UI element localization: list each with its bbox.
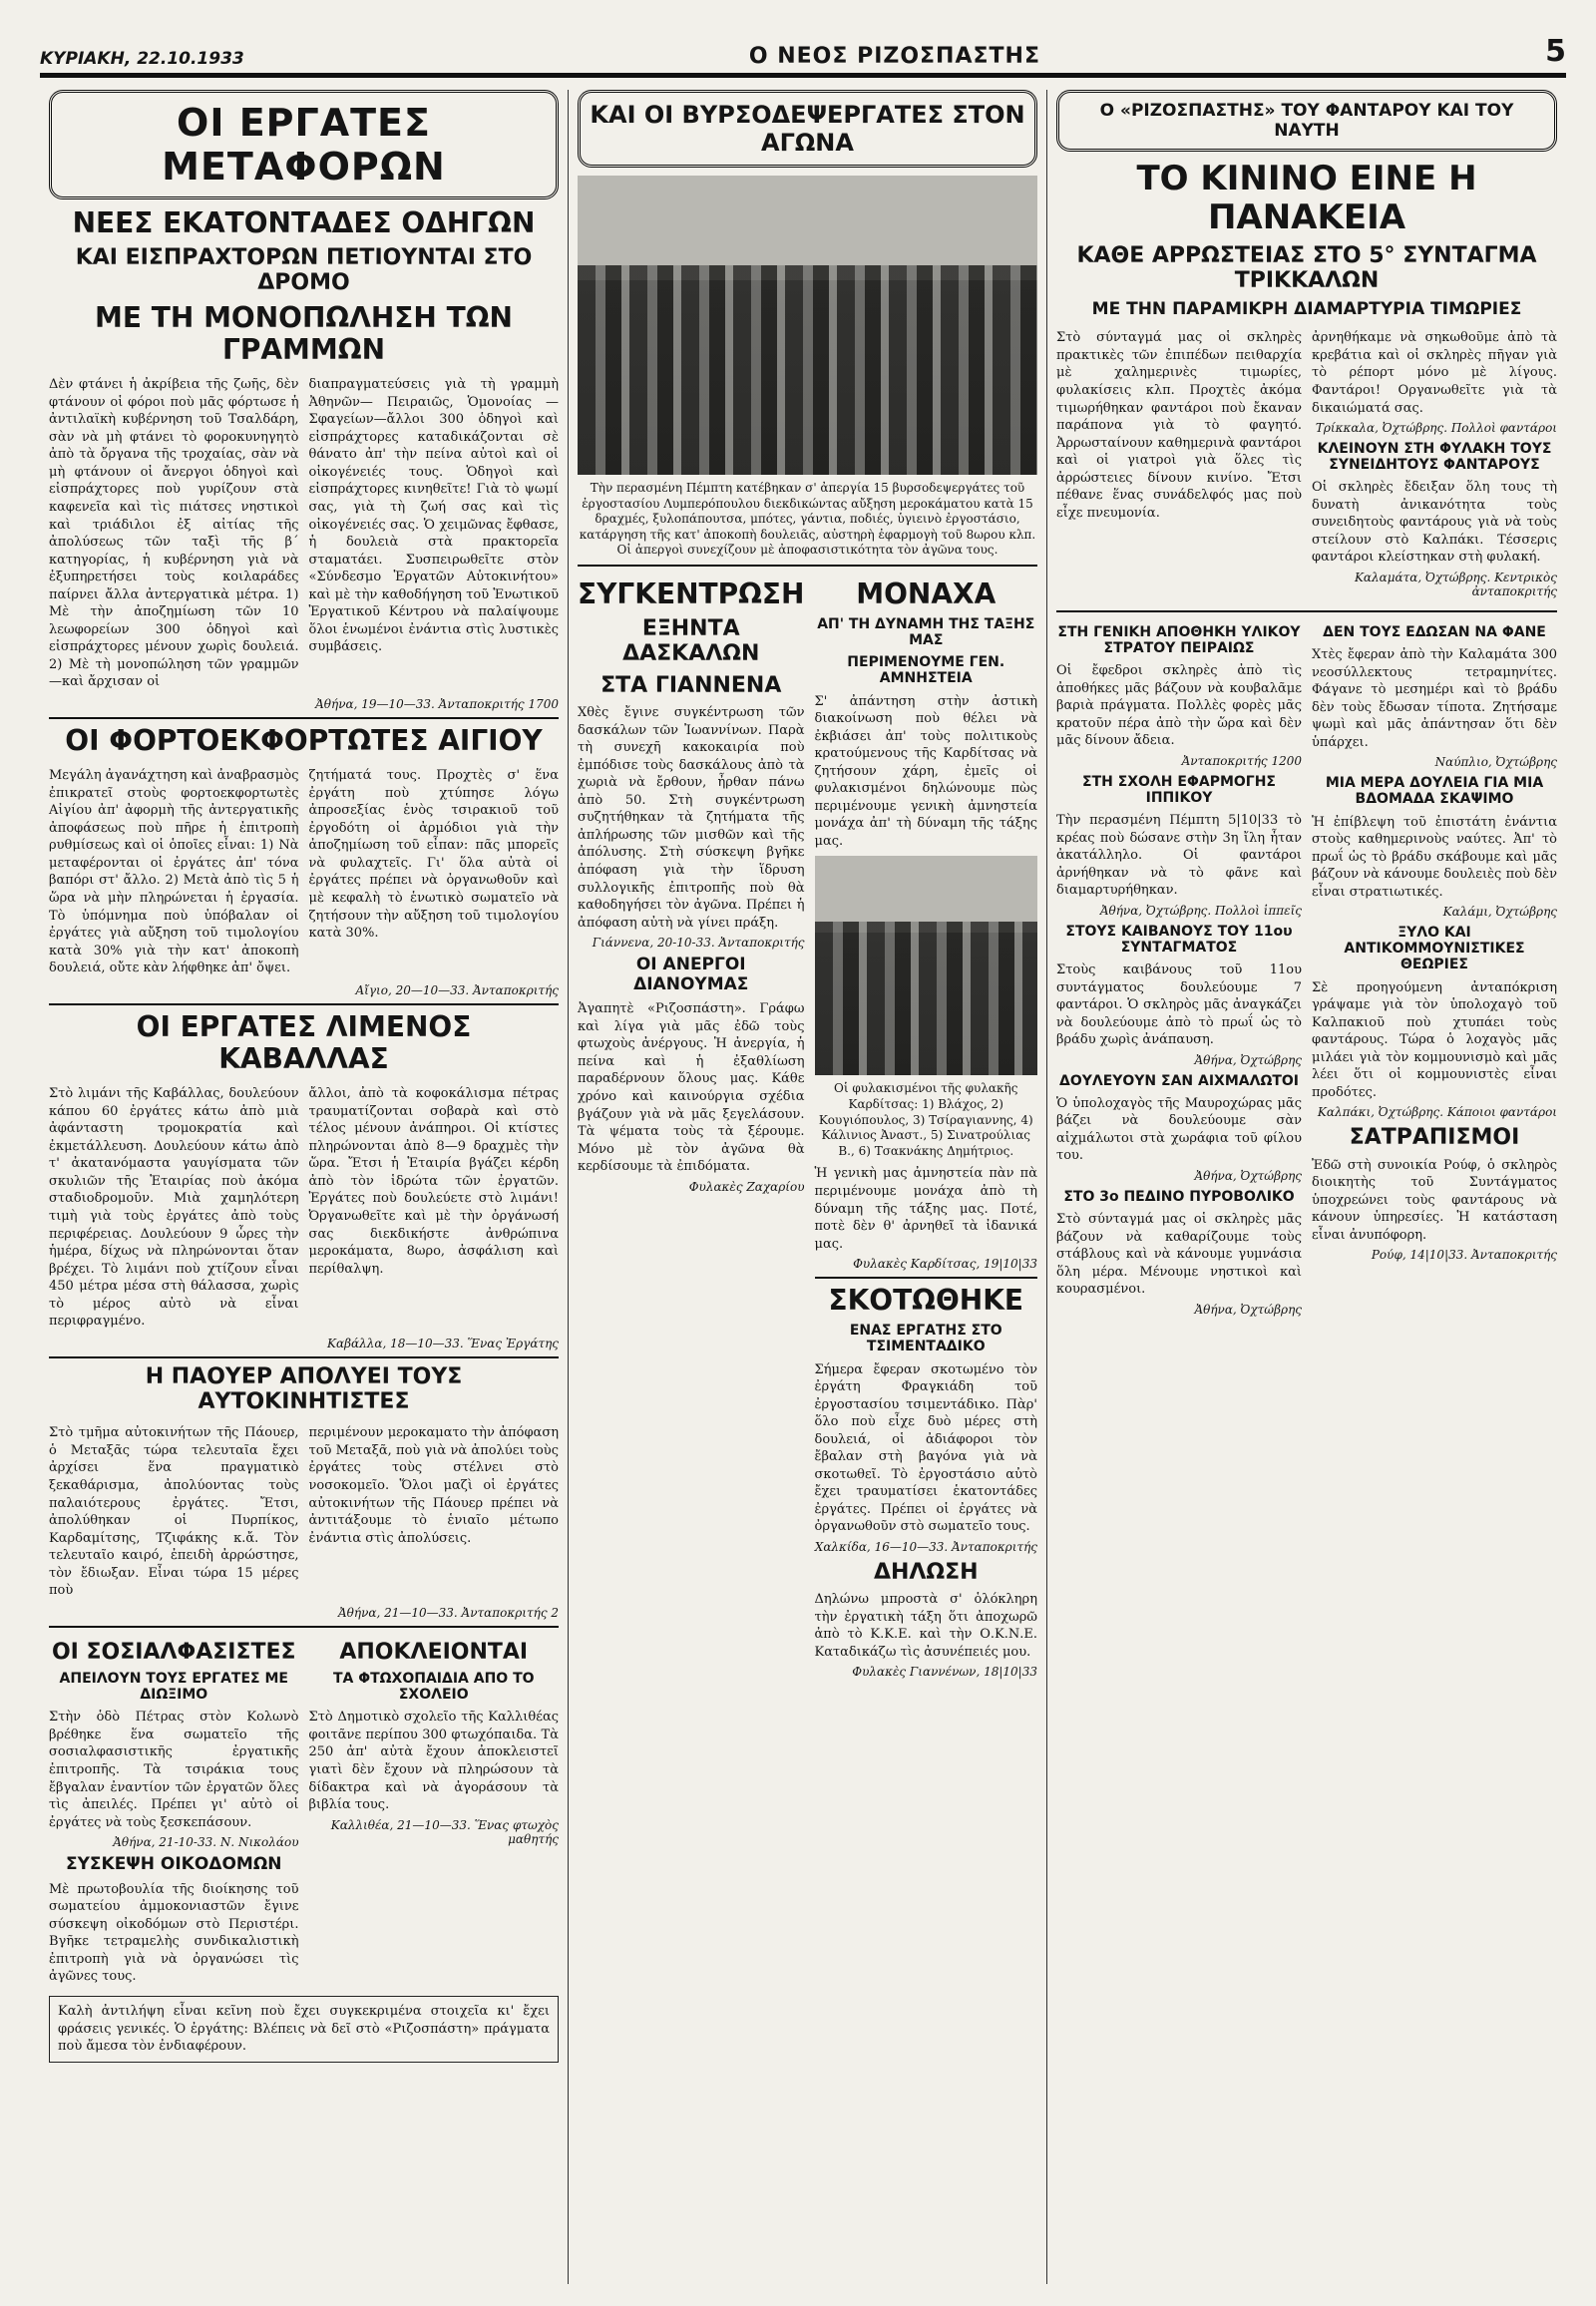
- headline-unemployed: ΟΙ ΑΝΕΡΓΟΙ ΔΙΑΝΟΥΜΑΣ: [633, 955, 749, 994]
- headline-artillery: ΣΤΟ 3ο ΠΕΔΙΝΟ ΠΥΡΟΒΟΛΙΚΟ: [1063, 1189, 1295, 1206]
- prisoners-photo-caption: Οἱ φυλακισμένοι τῆς φυλακῆς Καρδίτσας: 1) Βλάχος, 2) Κουγιόπουλος, 3) Τσίραγιαννης, 4) Κάλινιος Ἀναστ., 5) Σινατρούλιας Β., 6) Τσακνάκης Δημήτριος.: [818, 1081, 1033, 1158]
- headline-power: Η ΠΑΟΥΕΡ ΑΠΟΛΥΕΙ ΤΟΥΣ ΑΥΤΟΚΙΝΗΤΙΣΤΕΣ: [145, 1363, 463, 1415]
- article-amnesty-signature: Φυλακὲς Καρδίτσας, 19|10|33: [853, 1257, 1037, 1272]
- headline-captives: ΔΟΥΛΕΥΟΥΝ ΣΑΝ ΑΙΧΜΑΛΩΤΟΙ: [1058, 1072, 1300, 1089]
- article-aigio-left: Μεγάλη ἀγανάχτηση καὶ ἀναβρασμὸς ἐπικρατεῖ στοὺς φορτοεκφορτωτὲς Αἰγίου ἀπ' ἀφορμὴ τῆς ἀντεργατικῆς ἀποφάσεως ποὺ πῆρε ἡ ἐπιτροπὴ ρυθμίσεως καὶ οἱ ὁποῖες εἶναι: 1) Νὰ μεταφέρονται οἱ ἐργάτες ἀπ' τόνα βαπόρι στ' ἄλλο. 2) Μετὰ ἀπὸ τὶς 5 ἡ ὥρα νὰ μὴν πληρώνεται ἡ ἐργασία. Τὸ ὑπόμνημα ποὺ ὑπόβαλαν οἱ ἐργάτες γιὰ αὔξηση τοῦ τιμολογίου κατὰ 30% γιὰ τὴν κατ' ἀποκοπὴ δουλειά, οὔτε κὰν λήφθηκε ἀπ' ὄψει.: [49, 768, 299, 976]
- article-depot-signature: Ἀνταποκριτής 1200: [1181, 753, 1302, 768]
- article-unemployed-signature: Φυλακὲς Ζαχαρίου: [688, 1179, 805, 1194]
- article-kavala-left: Στὸ λιμάνι τῆς Καβάλλας, δουλεύουν κάπου 60 ἐργάτες κάτω ἀπὸ μιὰ ἀφάνταστη τρομοκρατία καὶ ἐκμετάλλευση. Δουλεύουν κάτω ἀπὸ τ' ἀκατανόμαστα γαυγίσματα τῶν σκυλιῶν τῆς Ἑταιρίας ποὺ ἀκόμα σταδιοδρομοῦν. Μιὰ χαμηλότερη τιμὴ γιὰ τοὺς ἐργάτες ἀπὸ τοὺς περιφέρειας. Δουλεύουν 9 ὧρες τὴν ἡμέρα, δίχως νὰ πληρώνονται ὅταν βρέχει. Τὸ λιμάνι ποὺ χτίζουν εἶναι 450 μέτρα μέσα στὴ θάλασσα, χωρὶς τὸ μέρος αὐτὸ νὰ εἶναι περιφραγμένο.: [49, 1086, 299, 1330]
- prisoners-photo: [815, 856, 1038, 1075]
- article-artillery-body: Στὸ σύνταγμά μας οἱ σκληρὲς μᾶς βάζουν νὰ καθαρίζουμε τοὺς στάβλους καὶ νὰ κάνουμε γυμνάσια ὅλη μέρα. Μένουμε νηστικοὶ καὶ κουρασμένοι.: [1056, 1212, 1302, 1298]
- article-drivers-left: Δὲν φτάνει ἡ ἀκρίβεια τῆς ζωῆς, δὲν φτάνουν οἱ φόροι ποὺ μᾶς φόρτωσε ἡ ἀντιλαϊκὴ κυβέρνηση τοῦ Τσαλδάρη, σὰν νὰ μὴ φτάνει τὸ φοροκυνηγητὸ ἀπὸ τὰ ὄργανα τῆς τροχαίας, σὰν νὰ μὴ φτάνουν οἱ ἄνεργοι ὁδηγοὶ καὶ εἰσπράχτορες ποὺ γυρίζουν στὰ καφενεῖα καὶ τὶς πιάτσες νηστικοὶ καὶ τριάδιλοι ἐξ αἰτίας τῆς ἀπολύσεως τῶν ταξὶ τῆς β΄ κατηγορίας, ἡ κυβέρνηση γιὰ νὰ ἐξυπηρετήσει τοὺς κοιλαράδες παίρνει ἄλλα ἀντεργατικὰ μέτρα. 1) Μὲ τὴν ἀποζημίωση τῶν 10 λεωφορείων 300 ὁδηγοὶ καὶ εἰσπράχτορες μένουν χωρὶς δουλειά. 2) Μὲ τὴ μονοπώληση τῶν γραμμῶν—καὶ ἄρχισαν οἱ: [49, 377, 299, 690]
- divider: [815, 1277, 1038, 1279]
- headline-quinine-1: ΤΟ ΚΙΝΙΝΟ ΕΙΝΕ Η ΠΑΝΑΚΕΙΑ: [1136, 159, 1477, 238]
- article-drivers-signature: Ἀθήνα, 19—10—33. Ἀνταποκριτής 1700: [315, 697, 559, 711]
- article-drivers: [49, 372, 559, 695]
- article-aigio-signature: Αἴγιο, 20—10—33. Ἀνταποκριτής: [355, 982, 559, 997]
- article-killed-signature: Χαλκίδα, 16—10—33. Ἀνταποκριτής: [814, 1540, 1037, 1554]
- headline-declaration: ΔΗΛΩΣΗ: [873, 1560, 979, 1585]
- headline-depot: ΣΤΗ ΓΕΝΙΚΗ ΑΠΟΘΗΚΗ ΥΛΙΚΟΥ ΣΤΡΑΤΟΥ ΠΕΙΡΑΙΩΣ: [1057, 623, 1301, 657]
- headline-schoolkids-2: ΤΑ ΦΤΩΧΟΠΑΙΔΙΑ ΑΠΟ ΤΟ ΣΧΟΛΕΙΟ: [332, 1671, 535, 1704]
- headline-digging: ΜΙΑ ΜΕΡΑ ΔΟΥΛΕΙΑ ΓΙΑ ΜΙΑ ΒΔΟΜΑΔΑ ΣΚΑΨΙΜΟ: [1325, 775, 1544, 808]
- article-socialfascists-signature: Ἀθήνα, 21-10-33. Ν. Νικολάου: [113, 1835, 299, 1850]
- article-drivers-right: διαπραγματεύσεις γιὰ τὴ γραμμὴ Ἀθηνῶν— Πειραιῶς, Ὁμονοίας — Σφαγείων—ἄλλοι 300 ὁδηγοὶ καὶ εἰσπράχτορες καταδικάζονται σὲ θάνατο ἀπ' τὴν πείνα αὐτοὶ καὶ οἱ οἰκογένειές τους. Ὁδηγοὶ καὶ εἰσπράχτορες κινηθεῖτε! Γιὰ τὸ ψωμί σας, γιὰ τὴ ζωή σας καὶ τὶς οἰκογένειές σας. Ὁ χειμῶνας ἔφθασε, ἡ δουλειὰ στὰ πρακτορεῖα σταματάει. Συσπειρωθεῖτε στὸν «Σύνδεσμο Ἐργατῶν Αὐτοκινήτου» καὶ μὲ τὴν καθοδήγηση τοῦ Ἑνωτικοῦ Ἐργατικοῦ Κέντρου νὰ παλαίψουμε ὅλοι ἑνωμένοι ἐνάντια στὶς λυστικὲς συμβάσεις.: [308, 377, 559, 655]
- article-kavala-right: ἄλλοι, ἀπὸ τὰ κοφοκάλισμα πέτρας τραυματίζονται σοβαρὰ καὶ στὸ τέλος μένουν ἀνάπηροι. Οἱ κτίστες πληρώνονται ἀπὸ 8—9 δραχμὲς τὴν ὥρα. Ἔτσι ἡ Ἑταιρία βγάζει κέρδη ἀπὸ τὸν ἱδρώτα τῶν ἐργατῶν. Ἐργάτες ποὺ δουλεύετε στὸ λιμάνι! Ὀργανωθεῖτε καὶ μὲ τὴν ὀργάνωσή σας διεκδικήστε ἀνθρώπινα μεροκάματα, 8ωρο, ἀσφάλιση καὶ περίθαλψη.: [308, 1086, 559, 1277]
- bottom-row: [49, 1634, 559, 1990]
- divider: [578, 565, 1037, 567]
- article-aigio: [49, 763, 559, 981]
- article-unemployed-body: Ἀγαπητὲ «Ριζοσπάστη». Γράφω καὶ λίγα γιὰ μᾶς ἐδῶ τοὺς φτωχοὺς ἀνέργους. Ἡ ἀνεργία, ἡ πείνα καὶ ἡ ἐξαθλίωση παραδέρνουν ὅλους μας. Κάθε χρόνο καὶ καινούργια σχέδια βγάζουν γιὰ νὰ μᾶς ξεγελάσουν. Τὰ ψέματα τοὺς τὰ ξέρουμε. Μόνο μὲ τὸν ἀγῶνα θὰ κερδίσουμε τὰ ἐπιδόματα.: [578, 1001, 805, 1175]
- article-captives-body: Ὁ ὑπολοχαγὸς τῆς Μαυροχώρας μᾶς βάζει νὰ δουλεύουμε σὰν αἰχμάλωτοι στὰ χωράφια τοῦ φίλου του.: [1056, 1095, 1302, 1164]
- article-quinine-signature: Τρίκκαλα, Ὀχτώβρης. Πολλοὶ φαντάροι: [1315, 421, 1557, 436]
- headline-quinine-2: ΚΑΘΕ ΑΡΡΩΣΤΕΙΑΣ ΣΤΟ 5° ΣΥΝΤΑΓΜΑ ΤΡΙΚΚΑΛΩΝ: [1076, 243, 1537, 294]
- headline-teachers-2: ΕΞΗΝΤΑ ΔΑΣΚΑΛΩΝ: [622, 616, 760, 667]
- headline-aigio: ΟΙ ΦΟΡΤΟΕΚΦΟΡΤΩΤΕΣ ΑΙΓΙΟΥ: [65, 724, 543, 757]
- article-teachers-signature: Γιάννενα, 20-10-33. Ἀνταποκριτής: [592, 936, 805, 951]
- headline-schoolkids-1: ΑΠΟΚΛΕΙΟΝΤΑΙ: [339, 1639, 529, 1665]
- article-schoolkids: [309, 1634, 560, 1990]
- headline-drivers-1: ΝΕΕΣ ΕΚΑΤΟΝΤΑΔΕΣ ΟΔΗΓΩΝ: [72, 206, 536, 239]
- article-depot-body: Οἱ ἔφεδροι σκληρὲς ἀπὸ τὶς ἀποθήκες μᾶς βάζουν νὰ κουβαλᾶμε βαριὰ πράγματα. Πολλὲς φορὲς μᾶς κρατοῦν πέρα ἀπὸ τὴν ὥρα καὶ δὲν μᾶς δίνουν ἄδεια.: [1056, 663, 1302, 749]
- editorial-note: Καλὴ ἀντιλήψη εἶναι κεῖνη ποὺ ἔχει συγκεκριμένα στοιχεῖα κι' ἔχει φράσεις γενικές. Ὁ ἐργάτης: Βλέπεις νὰ δεῖ στὸ «Ριζοσπάστη» πράγματα ποὺ ἄμεσα τὸν ἐνδιαφέρουν.: [49, 1996, 559, 2063]
- column-left: [40, 90, 569, 2284]
- middle-row: [578, 573, 1037, 1686]
- section-banner-transport: ΟΙ ΕΡΓΑΤΕΣ ΜΕΤΑΦΟΡΩΝ: [49, 90, 559, 199]
- divider: [49, 717, 559, 719]
- article-cavalry-signature: Ἀθήνα, Ὀχτώβρης. Πολλοὶ ἱππεῖς: [1099, 903, 1302, 918]
- tanners-strike-photo: [578, 176, 1037, 475]
- headline-teachers-3: ΣΤΑ ΓΙΑΝΝΕΝΑ: [600, 672, 782, 698]
- headline-socialfascists-1: ΟΙ ΣΟΣΙΑΛΦΑΣΙΣΤΕΣ: [51, 1639, 296, 1665]
- article-captives-signature: Ἀθήνα, Ὀχτώβρης: [1194, 1169, 1302, 1184]
- article-power-right: περιμένουν μεροκαματο τὴν ἀπόφαση τοῦ Μεταξᾶ, ποὺ γιὰ νὰ ἀπολύει τοὺς ἐργάτες τοὺς στέλνει στὸ νοσοκομεῖο. Ὅλοι μαζὶ οἱ ἐργάτες αὐτοκινήτων τῆς Πάουερ πρέπει νὰ ἀντιτάξουμε τὸ ἑνιαῖο μέτωπο ἐνάντια στὶς ἀπολύσεις.: [308, 1425, 559, 1546]
- headline-cavalry: ΣΤΗ ΣΧΟΛΗ ΕΦΑΡΜΟΓΗΣ ΙΠΠΙΚΟΥ: [1082, 773, 1276, 806]
- article-kavala-signature: Καβάλλα, 18—10—33. Ἕνας Ἐργάτης: [327, 1336, 559, 1350]
- masthead: [40, 16, 1566, 78]
- article-declaration-body: Δηλώνω μπροστὰ σ' ὁλόκληρη τὴν ἐργατικὴ τάξη ὅτι ἀποχωρῶ ἀπὸ τὸ Κ.Κ.Ε. καὶ τὴν Ο.Κ.Ν.Ε. Καταδικάζω τὶς ἀσυνέπειές μου.: [814, 1592, 1037, 1660]
- section-banner-soldiers: Ο «ΡΙΖΟΣΠΑΣΤΗΣ» ΤΟΥ ΦΑΝΤΑΡΟΥ ΚΑΙ ΤΟΥ ΝΑΥΤΗ: [1056, 90, 1557, 152]
- headline-beatings: ΞΥΛΟ ΚΑΙ ΑΝΤΙΚΟΜΜΟΥΝΙΣΤΙΚΕΣ ΘΕΩΡΙΕΣ: [1344, 925, 1525, 973]
- column-middle: [569, 90, 1047, 2284]
- article-builders-body: Μὲ πρωτοβουλία τῆς διοίκησης τοῦ σωματείου ἀμμοκονιαστῶν ἔγινε σύσκεψη οἰκοδόμων στὸ Περιστέρι. Βγῆκε τετραμελὴς συνδικαλιστικὴ ἐπιτροπὴ γιὰ νὰ ὀργανώσει τὶς ἀγῶνες τους.: [49, 1881, 299, 1985]
- article-satrapisms-body: Ἐδῶ στὴ συνοικία Ρούφ, ὁ σκληρὸς διοικητὴς τοῦ Συντάγματος ὑποχρεώνει τοὺς φαντάρους νὰ κάνουν ὑπηρεσίες. Ἡ κατάσταση εἶναι ἀνυπόφορη.: [1312, 1157, 1557, 1243]
- article-power: [49, 1420, 559, 1603]
- article-aigio-right: ζητήματά τους. Προχτὲς σ' ἕνα ἐργάτη ποὺ χτύπησε λόγω ἀπροσεξίας ἑνὸς τσιρακιοῦ τοῦ ἐργοδότη οἱ ἀρμόδιοι γιὰ τὴν ἀποζημίωση τοῦ εἶπαν: πᾶς μπορεῖς νὰ φυλαχτεῖς. Γι' ὅλα αὐτὰ οἱ ἐργάτες πρέπει νὰ ὀργανωθοῦν καὶ μὲ κεφαλὴ τὸ ἑνωτικὸ σωματεῖο νὰ ζητήσουν τὴν αὔξηση τοῦ τιμολογίου κατὰ 30%.: [308, 768, 559, 942]
- article-beatings-signature: Καλπάκι, Ὀχτώβρης. Κάποιοι φαντάροι: [1317, 1105, 1557, 1120]
- divider: [1056, 610, 1557, 612]
- article-amnesty: [815, 573, 1038, 1686]
- article-socialfascists: [49, 1634, 299, 1990]
- article-power-signature: Ἀθήνα, 21—10—33. Ἀνταποκριτής 2: [338, 1605, 559, 1620]
- divider: [49, 1003, 559, 1005]
- headline-killed-2: ΕΝΑΣ ΕΡΓΑΤΗΣ ΣΤΟ ΤΣΙΜΕΝΤΑΔΙΚΟ: [849, 1323, 1002, 1355]
- headline-no-food: ΔΕΝ ΤΟΥΣ ΕΔΩΣΑΝ ΝΑ ΦΑΝΕ: [1323, 623, 1546, 640]
- article-beatings-body: Σὲ προηγούμενη ἀνταπόκριση γράψαμε γιὰ τὸν ὑπολοχαγὸ τοῦ Καλπακιοῦ ποὺ χτυπάει τοὺς φαντάρους. Τώρα ὁ λοχαγὸς μᾶς μιλάει γιὰ τὸν κομμουνισμὸ καὶ μᾶς λέει ὅτι οἱ κομμουνιστὲς εἶναι προδότες.: [1312, 979, 1557, 1100]
- article-digging-body: Ἡ ἐπίβλεψη τοῦ ἐπιστάτη ἐνάντια στοὺς καθημερινοὺς ναύτες. Ἀπ' τὸ πρωΐ ὡς τὸ βράδυ σκάβουμε καὶ μᾶς βάζουν νὰ κάνουμε δουλειὲς ποὺ δὲν εἶναι στρατιωτικές.: [1312, 814, 1557, 900]
- article-satrapisms-signature: Ρούφ, 14|10|33. Ἀνταποκριτής: [1371, 1248, 1557, 1263]
- headline-killed-1: ΣΚΟΤΩΘΗΚΕ: [828, 1284, 1024, 1318]
- headline-satrapisms: ΣΑΤΡΑΠΙΣΜΟΙ: [1349, 1125, 1520, 1151]
- headline-builders: ΣΥΣΚΕΨΗ ΟΙΚΟΔΟΜΩΝ: [65, 1854, 282, 1875]
- headline-kavala: ΟΙ ΕΡΓΑΤΕΣ ΛΙΜΕΝΟΣ ΚΑΒΑΛΛΑΣ: [136, 1009, 472, 1075]
- article-kavala: [49, 1081, 559, 1335]
- article-jail-body: Οἱ σκληρὲς ἔδειξαν ὅλη τους τὴ δυνατὴ ἀνικανότητα τοὺς συνειδητοὺς φαντάρους γιὰ νὰ τοὺς στείλουν στὸ Καλπάκι. Τέσσερις φαντάροι κλείστηκαν στὴ φυλακή.: [1312, 480, 1557, 566]
- article-jail-signature: Καλαμάτα, Ὀχτώβρης. Κεντρικὸς ἀνταποκριτής: [1354, 570, 1557, 598]
- article-11th-regiment-signature: Ἀθήνα, Ὀχτώβρης: [1194, 1052, 1302, 1067]
- headline-amnesty-3: ΠΕΡΙΜΕΝΟΥΜΕ ΓΕΝ. ΑΜΝΗΣΤΕΙΑ: [847, 654, 1005, 687]
- headline-quinine-3: ΜΕ ΤΗΝ ΠΑΡΑΜΙΚΡΗ ΔΙΑΜΑΡΤΥΡΙΑ ΤΙΜΩΡΙΕΣ: [1091, 298, 1522, 319]
- article-11th-regiment-body: Στοὺς καιβάνους τοῦ 11ου συντάγματος δουλεύουμε 7 φαντάροι. Ὁ σκληρὸς μᾶς ἀναγκάζει νὰ δουλεύουμε ἀπὸ τὸ πρωΐ ὡς τὸ βράδυ χωρὶς ἀνάπαυση.: [1056, 962, 1302, 1048]
- tanners-photo-caption: Τὴν περασμένη Πέμπτη κατέβηκαν σ' ἀπεργία 15 βυρσοδεψεργάτες τοῦ ἐργοστασίου Λυμπερόπουλου διεκδικώντας αὔξηση μεροκάματου κατὰ 15 δραχμές, ξυλοπάπουτσα, μπότες, γάντια, ποδιές, ὑγιεινὸ ἐργοστάσιο, κατάργηση τῆς κατ' ἀποκοπὴ δουλειᾶς, αὐστηρὴ ἐφαρμογὴ τοῦ 8ωρου κλπ. Οἱ ἀπεργοὶ συνεχίζουν μὲ ἀποφασιστικότητα τὸν ἀγῶνα τους.: [579, 481, 1036, 558]
- article-declaration-signature: Φυλακὲς Γιαννένων, 18|10|33: [852, 1665, 1037, 1680]
- section-banner-tanners: ΚΑΙ ΟΙ ΒΥΡΣΟΔΕΨΕΡΓΑΤΕΣ ΣΤΟΝ ΑΓΩΝΑ: [578, 90, 1037, 168]
- article-no-food-body: Χτὲς ἔφεραν ἀπὸ τὴν Καλαμάτα 300 νεοσύλλεκτους τετραμηνίτες. Φάγανε τὸ μεσημέρι καὶ τὸ βράδυ δὲν τοὺς ἔδωσαν τίποτα. Ζητήσαμε ψωμὶ καὶ μᾶς ἀπάντησαν ὅτι δὲν ὑπάρχει.: [1312, 647, 1557, 750]
- headline-amnesty-2: ΑΠ' ΤΗ ΔΥΝΑΜΗ ΤΗΣ ΤΑΞΗΣ ΜΑΣ: [817, 616, 1035, 649]
- columns: [40, 90, 1566, 2284]
- article-schoolkids-body: Στὸ Δημοτικὸ σχολεῖο τῆς Καλλιθέας φοιτᾶνε περίπου 300 φτωχόπαιδα. Τὰ 250 ἀπ' αὐτὰ ἔχουν ἀποκλειστεῖ γιατὶ δὲν ἔχουν νὰ πληρώσουν τὰ δίδακτρα καὶ νὰ ἀγοράσουν τὰ βιβλία τους.: [308, 1710, 559, 1813]
- column-right: [1047, 90, 1566, 2284]
- divider: [49, 1626, 559, 1628]
- newspaper-title: Ο ΝΕΟΣ ΡΙΖΟΣΠΑΣΤΗΣ: [748, 44, 1040, 69]
- issue-date: ΚΥΡΙΑΚΗ, 22.10.1933: [40, 49, 244, 69]
- article-digging-signature: Καλάμι, Ὀχτώβρης: [1442, 905, 1557, 920]
- headline-socialfascists-2: ΑΠΕΙΛΟΥΝ ΤΟΥΣ ΕΡΓΑΤΕΣ ΜΕ ΔΙΩΞΙΜΟ: [59, 1671, 288, 1704]
- divider: [49, 1356, 559, 1358]
- article-amnesty-body: Σ' ἀπάντηση στὴν ἀστικὴ διακοίνωση ποὺ θέλει νὰ ἐκβιάσει ἀπ' τοὺς πολιτικοὺς κρατούμενους τῆς Καρδίτσας νὰ ζητήσουν χάρη, ἐμεῖς οἱ φυλακισμένοι δηλώνουμε πὼς περιμένουμε γενικὴ ἀμνηστεία μονάχα ἀπ' τὴ δύναμη τῆς τάξης μας.: [814, 693, 1037, 849]
- headline-drivers-2: ΚΑΙ ΕΙΣΠΡΑΧΤΟΡΩΝ ΠΕΤΙΟΥΝΤΑΙ ΣΤΟ ΔΡΟΜΟ: [75, 245, 533, 296]
- article-quinine-left: Στὸ σύνταγμά μας οἱ σκληρὲς πρακτικὲς τῶν ἐπιπέδων πειθαρχία μὲ χαλημερινὲς τιμωρίες, φυλακίσεις κλπ. Προχτὲς ἀκόμα τιμωρήθηκαν φαντάροι ποὺ ἔκαναν παράπονα γιὰ τὸ φαγητό. Ἀρρωσταίνουν καθημερινὰ φαντάροι καὶ οἱ γιατροὶ γιὰ ὅλες τὶς ἀρρώστειες δίνουν κινίνο. Ἔτσι πέθανε ἕνας συνάδελφός μας ποὺ εἶχε πνευμονία.: [1056, 330, 1302, 521]
- article-teachers-body: Χθὲς ἔγινε συγκέντρωση τῶν δασκάλων τῶν Ἰωαννίνων. Παρὰ τὴ συνεχῆ κακοκαιρία ποὺ ἐμπόδισε τοὺς δασκάλους ἀπὸ τὰ χωριὰ νὰ ἔρθουν, ἦρθαν πάνω ἀπὸ 50. Στὴ συγκέντρωση συζητήθηκαν τὰ ζητήματα τῆς ἀπλήρωσης τῶν μισθῶν καὶ τῆς ἀπόλυσης. Στὴ σύσκεψη βγῆκε ἀπόφαση γιὰ τὴν ἵδρυση συλλογικῆς ἐπιτροπῆς ποὺ θὰ καθοδηγήσει τὸν ἀγῶνα. Πρέπει ἡ ἀπόφαση αὐτὴ νὰ γίνει πράξη.: [578, 705, 805, 931]
- article-quinine: [1056, 325, 1557, 604]
- article-quinine-right: ἀρνηθήκαμε νὰ σηκωθοῦμε ἀπὸ τὰ κρεβάτια καὶ οἱ σκληρὲς πῆγαν γιὰ τὸ ρέπορτ μόνο μὲ λίγους. Φαντάροι! Οργανωθεῖτε γιὰ τὰ δικαιώματά σας.: [1312, 330, 1557, 416]
- article-no-food-signature: Ναύπλιο, Ὀχτώβρης: [1434, 755, 1557, 770]
- headline-11th-regiment: ΣΤΟΥΣ ΚΑΙΒΑΝΟΥΣ ΤΟΥ 11ου ΣΥΝΤΑΓΜΑΤΟΣ: [1065, 923, 1293, 956]
- headline-drivers-3: ΜΕ ΤΗ ΜΟΝΟΠΩΛΗΣΗ ΤΩΝ ΓΡΑΜΜΩΝ: [95, 300, 513, 366]
- headline-jail: ΚΛΕΙΝΟΥΝ ΣΤΗ ΦΥΛΑΚΗ ΤΟΥΣ ΣΥΝΕΙΔΗΤΟΥΣ ΦΑΝΤΑΡΟΥΣ: [1317, 441, 1552, 474]
- article-killed-body: Σήμερα ἔφεραν σκοτωμένο τὸν ἐργάτη Φραγκιάδη τοῦ ἐργοστασίου τσιμεντάδικο. Πὰρ' ὅλο ποὺ εἶχε δυὸ μέρες στὴ δουλειά, οἱ ἀδιάφοροι τὸν ἔβαλαν στὴ βαγόνα γιὰ νὰ σκοτωθεῖ. Τὸ ἐργοστάσιο αὐτὸ ἔχει τραυματίσει ἑκατοντάδες ἐργάτες. Πρέπει οἱ ἐργάτες νὰ ὀργανωθοῦν στὸ σωματεῖο τους.: [814, 1361, 1037, 1535]
- right-row: [1056, 618, 1557, 1323]
- article-teachers: [578, 573, 805, 1686]
- article-cavalry-body: Τὴν περασμένη Πέμπτη 5|10|33 τὸ κρέας ποὺ δώσανε στὴν 3η ἴλη ἦταν ἀκατάλληλο. Οἱ φαντάροι ἀρνήθηκαν νὰ τὸ φᾶνε καὶ διαμαρτυρήθηκαν.: [1056, 813, 1302, 899]
- article-socialfascists-body: Στὴν ὁδὸ Πέτρας στὸν Κολωνὸ βρέθηκε ἕνα σωματεῖο τῆς σοσιαλφασιστικῆς ἐργατικῆς ἐπιτροπῆς. Τὰ τσιράκια τους ἔβγαλαν ἐναντίον τῶν ἐργατῶν ὅλες τὶς ἀπειλές. Πρέπει γι' αὐτὸ οἱ ἐργάτες νὰ τοὺς ξεσκεπάσουν.: [49, 1710, 299, 1830]
- article-schoolkids-signature: Καλλιθέα, 21—10—33. Ἕνας φτωχὸς μαθητής: [330, 1817, 559, 1846]
- page-number: 5: [1545, 34, 1566, 69]
- article-amnesty-body-2: Ἡ γενικὴ μας ἀμνηστεία πὰν πὰ περιμένουμε μονάχα ἀπὸ τὴ δύναμη τῆς τάξης μας. Ποτέ, ποτὲ δὲν θ' ἀρνηθεῖ τὰ ἰδανικά μας.: [814, 1166, 1037, 1252]
- article-power-left: Στὸ τμῆμα αὐτοκινήτων τῆς Πάουερ, ὁ Μεταξᾶς τώρα τελευταῖα ἔχει ἀρχίσει ἕνα πραγματικὸ ξεκαθάρισμα, ἀπολύοντας τοὺς παλαιότερους ἐργάτες. Ἔτσι, ἀπολύθηκαν οἱ Πυρπίκος, Καρδαμίτσης, Τζιφάκης κ.ἄ. Τὸν τελευταῖο καιρό, ἐπειδὴ ἀρρώστησε, τὸν ἔδιωξαν. Εἶναι τώρα 15 μέρες ποὺ: [49, 1425, 299, 1599]
- headline-amnesty-1: ΜΟΝΑΧΑ: [856, 576, 997, 610]
- headline-teachers-1: ΣΥΓΚΕΝΤΡΩΣΗ: [578, 576, 805, 610]
- article-artillery-signature: Ἀθήνα, Ὀχτώβρης: [1194, 1302, 1302, 1317]
